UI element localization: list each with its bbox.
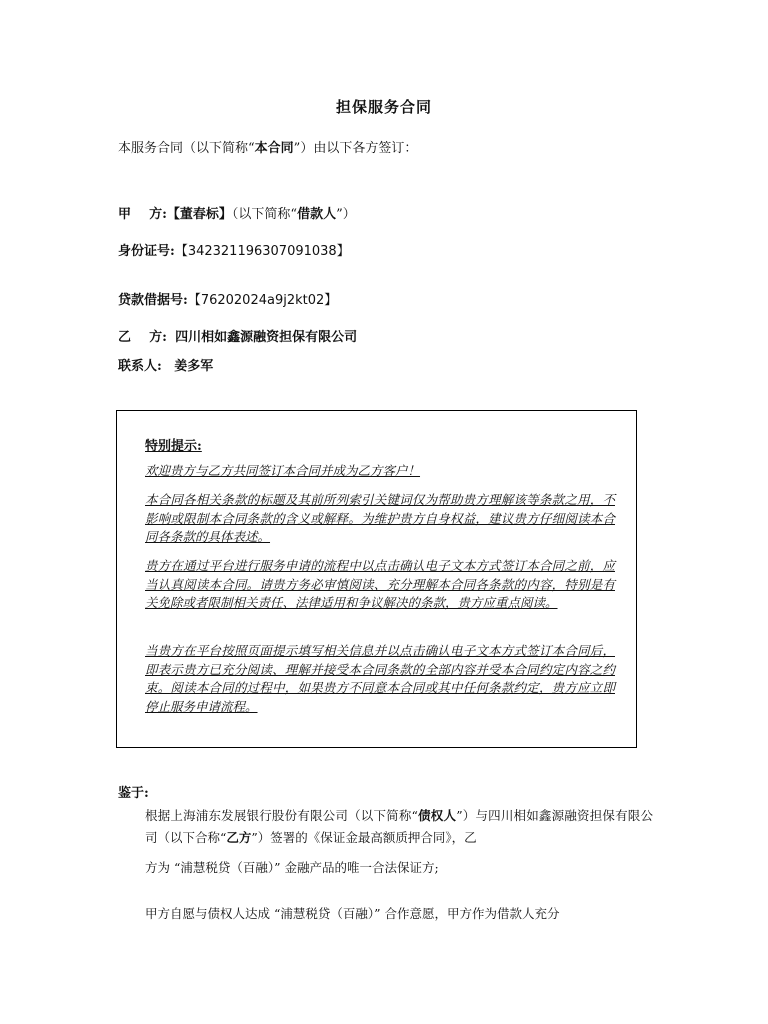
whereas-paragraph-2 xyxy=(145,857,653,879)
whereas-p1-bold-1: 债权人 xyxy=(417,808,457,823)
contact-line xyxy=(118,355,213,374)
id-number-line xyxy=(118,240,350,259)
id-number-value: 【342321196307091038】 xyxy=(174,244,350,259)
whereas-paragraph-1 xyxy=(145,805,653,849)
party-b-name: 四川相如鑫源融资担保有限公司 xyxy=(175,330,358,345)
party-a-name: 【董春标】 xyxy=(166,207,232,222)
intro-line xyxy=(118,137,417,156)
loan-number-label: 贷款借据号: xyxy=(118,293,188,308)
whereas-p3-product: 浦慧税贷（百融） xyxy=(280,906,375,921)
whereas-p2-text-2: ” 金融产品的唯一合法保证方; xyxy=(274,860,439,875)
notice-title: 特别提示: xyxy=(145,439,202,454)
intro-suffix: ”）由以下各方签订： xyxy=(293,141,418,156)
party-b-line xyxy=(118,326,357,345)
party-a-alias-bold: 借款人 xyxy=(297,207,337,222)
loan-number-value: 【76202024a9j2kt02】 xyxy=(187,293,338,308)
whereas-p1-bold-2: 乙方 xyxy=(226,830,252,845)
notice-paragraph-4: 当贵方在平台按照页面提示填写相关信息并以点击确认电子文本方式签订本合同后，即表示贵方已充分阅读、理解并接受本合同条款的全部内容并受本合同约定内容之约束。阅读本合同的过程中，如果贵方不同意本合同或其中任何条款约定，贵方应立即停止服务申请流程。 xyxy=(145,643,615,714)
party-a-label: 甲 方: xyxy=(118,207,167,222)
intro-prefix: 本服务合同（以下简称“ xyxy=(118,141,255,156)
party-a-line xyxy=(118,203,356,222)
whereas-p3-text-2: ” 合作意愿，甲方作为借款人充分 xyxy=(374,906,560,921)
notice-paragraph-2: 本合同各相关条款的标题及其前所列索引关键词仅为帮助贵方理解该等条款之用，不影响或限制本合同条款的含义或解释。为维护贵方自身权益，建议贵方仔细阅读本合同各条款的具体表述。 xyxy=(145,492,615,544)
party-a-alias-suffix: ”） xyxy=(336,207,356,222)
contact-name: 姜多军 xyxy=(174,359,214,374)
whereas-title: 鉴于: xyxy=(118,786,149,801)
contact-label: 联系人: xyxy=(118,359,162,374)
intro-bold: 本合同 xyxy=(254,141,294,156)
notice-paragraph-1: 欢迎贵方与乙方共同签订本合同并成为乙方客户！ xyxy=(145,463,421,478)
whereas-p1-text-1: 根据上海浦东发展银行股份有限公司（以下简称“ xyxy=(145,808,418,823)
party-a-alias-prefix: （以下简称“ xyxy=(231,207,298,222)
party-b-label: 乙 方: xyxy=(118,330,167,345)
whereas-p1-text-3: ”）签署的《保证金最高额质押合同》，乙 xyxy=(251,830,477,845)
whereas-p3-text-1: 甲方自愿与债权人达成 “ xyxy=(145,906,281,921)
whereas-p1-text-2: ”）与四川相如鑫源融资担保有限公司（以下合称“ xyxy=(145,808,653,845)
id-number-label: 身份证号: xyxy=(118,244,175,259)
special-notice-box xyxy=(116,410,637,748)
loan-number-line xyxy=(118,289,337,308)
whereas-p2-product: 浦慧税贷（百融） xyxy=(180,860,275,875)
whereas-p2-text-1: 方为 “ xyxy=(145,860,181,875)
notice-paragraph-3: 贵方在通过平台进行服务申请的流程中以点击确认电子文本方式签订本合同之前，应当认真阅读本合同。请贵方务必审慎阅读、充分理解本合同各条款的内容，特别是有关免除或者限制相关责任、法律适用和争议解决的条款，贵方应重点阅读。 xyxy=(145,558,615,610)
contract-title: 担保服务合同 xyxy=(335,98,432,116)
whereas-paragraph-3 xyxy=(145,903,653,925)
